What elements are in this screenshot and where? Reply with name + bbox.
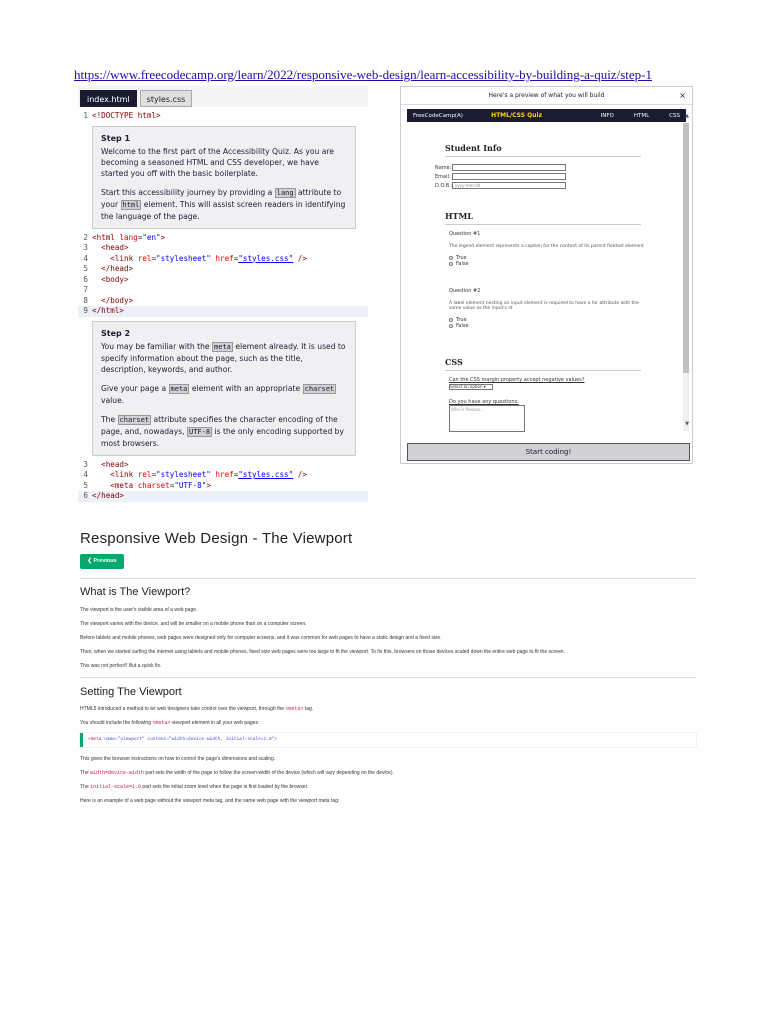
question-1-text: The legend element represents a caption for the content of its parent fieldset element (449, 244, 644, 249)
step-1-instructions (92, 126, 356, 229)
html-heading: HTML (445, 211, 641, 225)
code-tag: </head> (92, 264, 134, 273)
code-tag: <link (92, 470, 138, 479)
questions-textarea[interactable]: Who is flexbox... (449, 405, 525, 432)
code-editor-panel (78, 86, 368, 508)
dob-input[interactable]: yyyy-mm-dd (452, 182, 566, 189)
code-block-1[interactable] (78, 233, 368, 317)
name-label: Name: (435, 164, 452, 171)
line-number: 2 (83, 232, 88, 242)
question-1-title: Question #1 (449, 231, 481, 237)
nav-link-css[interactable]: CSS (669, 112, 680, 119)
code-tag: <link (92, 253, 138, 263)
code-line[interactable] (78, 254, 368, 265)
code-value: "styles.css" (238, 253, 294, 263)
step-2-instructions (92, 321, 356, 456)
scroll-up-icon[interactable]: ▲ (685, 113, 689, 119)
code-example: <meta name="viewport" content="width=device-width, initial-scale=1.0"> (80, 733, 696, 747)
previous-button[interactable]: ❮ Previous (80, 554, 124, 569)
code-eq: = (137, 232, 143, 242)
preview-scrollbar[interactable] (683, 123, 689, 431)
code-eq: = (151, 470, 157, 479)
paragraph: Before tablets and mobile phones, web pages were designed only for computer screens, and it was common for web pages to have a static design and a fixed size. (80, 635, 442, 641)
code-line[interactable] (78, 460, 368, 471)
article-title: Responsive Web Design - The Viewport (80, 530, 353, 547)
code-attr: href (210, 470, 234, 479)
code-attr: lang (119, 232, 138, 242)
code-line[interactable] (78, 275, 368, 286)
code-line[interactable] (78, 243, 368, 254)
line-number: 6 (83, 274, 88, 284)
nav-link-info[interactable]: INFO (600, 112, 614, 119)
code-tag: > (160, 232, 166, 242)
preview-header-text: Here's a preview of what you will build (488, 92, 605, 99)
paragraph: Here is an example of a web page without the viewport meta tag, and the same web page with the viewport meta tag: (80, 798, 340, 804)
line-number: 5 (83, 264, 88, 273)
code-line[interactable] (78, 285, 368, 296)
code-line[interactable] (78, 470, 368, 481)
css-select[interactable]: Select an option ▾ (449, 384, 493, 390)
code-line[interactable] (78, 491, 368, 502)
code-tag: <head> (92, 243, 129, 252)
code-value: "styles.css" (238, 470, 294, 479)
step-1-paragraph-1: Welcome to the first part of the Accessibility Quiz. As you are becoming a seasoned HTML and CSS developer, we have started you off with the basic boilerplate. (101, 146, 334, 178)
preview-navbar (407, 109, 686, 122)
student-info-heading: Student Info (445, 143, 641, 157)
setting-viewport-heading: Setting The Viewport (80, 686, 182, 698)
freecodecamp-link[interactable]: https://www.freecodecamp.org/learn/2022/responsive-web-design/learn-accessibility-by-building-a-quiz/step-1 (74, 67, 652, 82)
question-2-title: Question #2 (449, 288, 481, 294)
code-line[interactable] (78, 481, 368, 492)
code-tag: /> (293, 253, 307, 263)
dob-label: D.O.B.: (435, 182, 453, 189)
question-1 (449, 231, 649, 267)
code-line[interactable] (78, 296, 368, 307)
css-question (449, 377, 649, 432)
questions-label: Do you have any questions: (449, 399, 519, 405)
divider (80, 578, 696, 579)
step-1-paragraph-2: Start this accessibility journey by providing a lang attribute to your html element. This will assist screen readers in identifying the language of the page. (101, 187, 346, 221)
code-tag: <body> (92, 274, 129, 284)
code-eq: = (169, 480, 175, 490)
css-question-text: Can the CSS margin property accept negative values? (449, 377, 585, 383)
line-number: 1 (83, 111, 88, 120)
scrollbar-thumb[interactable] (683, 123, 689, 373)
preview-header (401, 87, 692, 105)
line-number: 6 (83, 491, 88, 500)
q1-true-radio[interactable]: True (449, 255, 649, 261)
line-number: 4 (83, 253, 88, 263)
line-number: 5 (83, 480, 88, 490)
preview-title: HTML/CSS Quiz (491, 112, 543, 119)
code-tag: </html> (92, 306, 125, 315)
code-line[interactable] (78, 233, 368, 244)
code-tag: </head> (92, 491, 125, 500)
student-form (435, 163, 566, 190)
step-2-title: Step 2 (101, 328, 131, 338)
code-keyword: UTF-8 (189, 427, 211, 436)
divider (80, 677, 696, 678)
paragraph: HTML5 introduced a method to let web designers take control over the viewport, through the <meta> tag. (80, 706, 314, 712)
line-number: 3 (83, 243, 88, 252)
preview-brand: FreeCodeCamp(A) (413, 112, 463, 119)
question-2-text: A label element nesting an input element is required to have a for attribute with the same value as the input's id (449, 301, 639, 311)
code-eq: = (233, 253, 239, 263)
question-2 (449, 288, 649, 329)
code-value: "stylesheet" (156, 253, 211, 263)
code-keyword: meta (214, 342, 231, 351)
code-tag: <html (92, 232, 120, 242)
paragraph: Then, when we started surfing the internet using tablets and mobile phones, fixed size web pages were too large to fit the viewport. To fix this, browsers on those devices scaled down the entire web page to fit the screen. (80, 649, 565, 655)
start-coding-button[interactable]: Start coding! (407, 443, 690, 461)
code-attr: charset (137, 480, 170, 490)
line-number: 7 (83, 285, 88, 294)
preview-body (407, 123, 677, 429)
line-number: 9 (83, 306, 88, 315)
step-2-paragraph-3: The charset attribute specifies the character encoding of the page, and, nowadays, UTF-8 is the only encoding supported by most browsers. (101, 414, 344, 448)
code-attr: href (210, 253, 234, 263)
name-input[interactable] (452, 164, 566, 171)
code-tag: > (206, 480, 211, 490)
code-keyword: lang (276, 188, 294, 197)
code-text: <!DOCTYPE html> (92, 111, 161, 120)
code-eq: = (233, 470, 239, 479)
code-value: "stylesheet" (156, 470, 211, 479)
code-value: "UTF-8" (174, 480, 207, 490)
css-heading: CSS (445, 357, 641, 371)
q2-false-radio[interactable]: False (449, 323, 649, 329)
close-icon[interactable]: × (679, 91, 686, 100)
line-number: 4 (83, 470, 88, 479)
viewport-article (80, 530, 696, 804)
what-is-viewport-heading: What is The Viewport? (80, 586, 191, 598)
code-line[interactable] (78, 306, 368, 317)
paragraph: This was not perfect!! But a quick fix. (80, 663, 162, 669)
code-keyword: html (122, 200, 140, 209)
code-tag: <meta (92, 480, 138, 490)
paragraph: The viewport is the user's visible area of a web page. (80, 607, 198, 613)
email-input[interactable] (452, 173, 566, 180)
code-attr: rel (137, 470, 152, 479)
line-number: 3 (83, 459, 88, 469)
q1-false-radio[interactable]: False (449, 261, 649, 267)
code-tag: <head> (92, 459, 129, 469)
preview-panel (400, 86, 693, 464)
code-keyword: meta (170, 384, 188, 393)
tab-styles-css[interactable]: styles.css (140, 90, 193, 107)
code-block-2[interactable] (78, 460, 368, 502)
email-label: Email: (435, 173, 451, 180)
paragraph: The viewport varies with the device, and will be smaller on a mobile phone than on a computer screen. (80, 621, 307, 627)
step-1-title: Step 1 (101, 133, 131, 143)
tab-index-html[interactable]: index.html (80, 90, 137, 107)
line-number: 8 (83, 295, 88, 305)
code-value: "en" (142, 232, 161, 242)
paragraph: The initial-scale=1.0 part sets the initial zoom level when the page is first loaded by the browser. (80, 784, 309, 790)
step-2-paragraph-2: Give your page a meta element with an appropriate charset value. (101, 383, 335, 405)
step-2-paragraph-1: You may be familiar with the meta element already. It is used to specify information about the page, such as the title, description, keywords, and author. (101, 341, 346, 374)
code-line[interactable] (78, 264, 368, 275)
scroll-down-icon[interactable]: ▼ (685, 421, 689, 427)
code-tag: </body> (92, 295, 134, 305)
q2-true-radio[interactable]: True (449, 317, 649, 323)
code-tag: /> (293, 470, 307, 479)
code-attr: rel (137, 253, 152, 263)
code-keyword: charset (119, 415, 150, 424)
code-line-1[interactable] (78, 111, 368, 122)
code-eq: = (151, 253, 157, 263)
editor-tabs (78, 86, 368, 107)
code-keyword: charset (304, 384, 335, 393)
paragraph: You should include the following <meta> viewport element in all your web pages: (80, 720, 260, 726)
paragraph: This gives the browser instructions on how to control the page's dimensions and scaling. (80, 756, 276, 762)
paragraph: The width=device-width part sets the width of the page to follow the screen-width of the device (which will vary depending on the device). (80, 770, 394, 776)
nav-link-html[interactable]: HTML (633, 112, 650, 119)
